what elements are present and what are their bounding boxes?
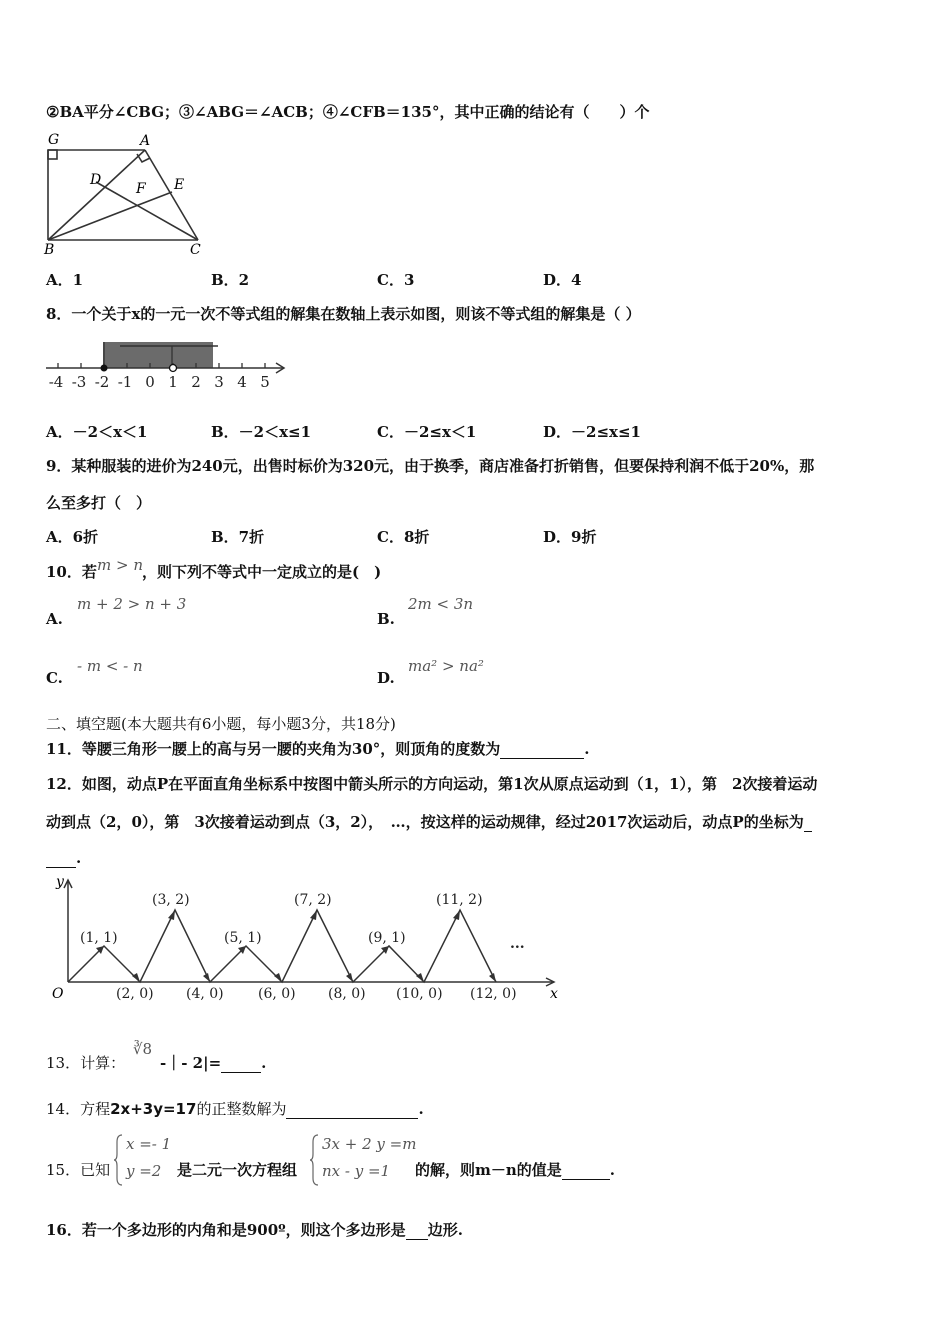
q8-tick-10: 5: [260, 373, 270, 391]
q7-label-b: B: [44, 242, 55, 257]
q8-tick-6: 1: [168, 373, 178, 391]
q8-text: 8．一个关于x的一元一次不等式组的解集在数轴上表示如图，则该不等式组的解集是（ ）: [46, 305, 641, 323]
q15-sol1: x =- 1: [126, 1135, 172, 1153]
q10-option-a-letter: A.: [46, 610, 63, 628]
q11-answer-blank[interactable]: [500, 744, 584, 759]
q16-answer-blank[interactable]: [406, 1225, 428, 1240]
q12-peak-4: (7, 2): [294, 892, 332, 908]
q10-option-c-letter: C.: [46, 669, 63, 687]
q12-peak-2: (3, 2): [152, 892, 190, 908]
q7-label-g: G: [48, 132, 60, 148]
q8-tick-4: -1: [117, 373, 133, 391]
q12-axis-x: x: [550, 986, 558, 1002]
q7-label-e: E: [174, 177, 185, 193]
q7-label-f: F: [136, 181, 146, 197]
q9-option-a: A．6折: [46, 528, 99, 546]
q9-line2: 么至多打（ ）: [46, 494, 152, 512]
q15-sol2: y =2: [126, 1162, 162, 1180]
q15-eq2: nx - y =1: [322, 1162, 391, 1180]
q8-option-c: C．－2≤x＜1: [377, 423, 477, 441]
q7-label-d: D: [90, 172, 102, 188]
q13-line: [46, 1053, 125, 1073]
q12-peak-5: (9, 1): [368, 930, 406, 946]
q12-ellipsis: ...: [510, 936, 525, 952]
q13-radical: ∛8: [133, 1040, 153, 1058]
q15-mid: 是二元一次方程组: [177, 1161, 298, 1179]
q12-answer-blank-a[interactable]: [804, 817, 812, 832]
q12-base-6: (12, 0): [470, 986, 517, 1002]
q7-geometry-figure: [40, 132, 215, 257]
q12-base-5: (10, 0): [396, 986, 443, 1002]
q12-base-4: (8, 0): [328, 986, 366, 1002]
q16-text: 16．若一个多边形的内角和是900º，则这个多边形是: [46, 1221, 406, 1239]
q7-option-d: D．4: [543, 271, 582, 289]
q8-tick-8: 3: [214, 373, 224, 391]
q14-suffix: 的正整数解为: [196, 1100, 287, 1118]
q14-prefix: 14．方程: [46, 1100, 111, 1118]
q15-suffix-wrap: 的解，则m－n的值是 .: [415, 1161, 616, 1179]
q13-prefix: 13．计算：: [46, 1054, 126, 1072]
q15-prefix: 15．已知: [46, 1161, 111, 1179]
q15-brace-left-icon: [114, 1134, 124, 1186]
q9-option-d: D．9折: [543, 528, 597, 546]
q8-option-b: B．－2＜x≤1: [211, 423, 312, 441]
q12-line1: 12．如图，动点P在平面直角坐标系中按图中箭头所示的方向运动，第1次从原点运动到（1，1），第 2次接着运动: [46, 775, 818, 793]
q10-suffix: ，则下列不等式中一定成立的是( ): [142, 563, 382, 581]
q13-rest: -｜- 2|=: [160, 1054, 222, 1072]
q12-base-1: (2, 0): [116, 986, 154, 1002]
q12-peak-3: (5, 1): [224, 930, 262, 946]
q12-answer-blank-b[interactable]: [46, 853, 76, 868]
section-title: 二、填空题(本大题共有6小题，每小题3分，共18分): [46, 715, 396, 733]
q14-answer-blank[interactable]: [286, 1104, 418, 1119]
q12-origin: O: [52, 986, 64, 1002]
q7-option-c: C．3: [377, 271, 415, 289]
q12-line2-wrap: [46, 812, 812, 832]
q12-base-3: (6, 0): [258, 986, 296, 1002]
q10-option-d-expr: ma² > na²: [408, 657, 484, 675]
q8-option-a: A．－2＜x＜1: [46, 423, 148, 441]
q8-option-d: D．－2≤x≤1: [543, 423, 641, 441]
q12-peak-6: (11, 2): [436, 892, 483, 908]
q11-line: 11．等腰三角形一腰上的高与另一腰的夹角为30°，则顶角的度数为 .: [46, 740, 590, 758]
q15-answer-blank[interactable]: [562, 1165, 610, 1180]
q12-coordinate-figure: [44, 872, 564, 1007]
q10-option-a-expr: m + 2 > n + 3: [77, 595, 187, 613]
q8-number-line: [40, 332, 290, 394]
q13-answer-blank[interactable]: [221, 1058, 261, 1073]
q7-option-b: B．2: [211, 271, 250, 289]
q12-line3: .: [46, 848, 81, 868]
q10-condition: m > n: [97, 556, 143, 574]
q8-tick-1: -4: [48, 373, 64, 391]
q16-end: 边形.: [427, 1221, 463, 1239]
q8-tick-2: -3: [71, 373, 87, 391]
q7-text: ②BA平分∠CBG；③∠ABG＝∠ACB；④∠CFB＝135°，其中正确的结论有（ ）个: [46, 103, 650, 121]
q10-option-b-letter: B.: [377, 610, 395, 628]
q7-option-a: A．1: [46, 271, 84, 289]
q7-label-a: A: [140, 133, 151, 149]
q9-option-b: B．7折: [211, 528, 265, 546]
q14-equation: 2x+3y=17: [110, 1100, 197, 1118]
q8-tick-9: 4: [237, 373, 247, 391]
q14-line: 14．方程2x+3y=17的正整数解为 .: [46, 1100, 424, 1118]
q9-option-c: C．8折: [377, 528, 430, 546]
q10-option-c-expr: - m < - n: [77, 657, 143, 675]
q9-line1: 9．某种服装的进价为240元，出售时标价为320元，由于换季，商店准备打折销售，但要保持利润不低于20%，那: [46, 457, 815, 475]
q15-suffix: 的解，则m－n的值是: [415, 1161, 562, 1179]
q15-eq1: 3x + 2 y =m: [322, 1135, 417, 1153]
q12-axis-y: y: [56, 874, 64, 890]
q10-option-b-expr: 2m < 3n: [408, 595, 474, 613]
q11-text: 11．等腰三角形一腰上的高与另一腰的夹角为30°，则顶角的度数为: [46, 740, 501, 758]
q12-base-2: (4, 0): [186, 986, 224, 1002]
q12-peak-1: (1, 1): [80, 930, 118, 946]
q8-tick-5: 0: [145, 373, 155, 391]
q15-brace-right-icon: [310, 1134, 320, 1186]
q8-tick-7: 2: [191, 373, 201, 391]
q7-label-c: C: [190, 242, 201, 257]
q8-tick-3: -2: [94, 373, 110, 391]
q12-line2: 动到点（2，0），第 3次接着运动到点（3，2）， …，按这样的运动规律，经过2017次运动后，动点P的坐标为: [46, 813, 804, 831]
q10-prefix: 10．若: [46, 563, 97, 581]
q13-rest-wrap: -｜- 2|= .: [160, 1054, 267, 1072]
q10-option-d-letter: D.: [377, 669, 395, 687]
q16-line: [46, 1220, 463, 1240]
